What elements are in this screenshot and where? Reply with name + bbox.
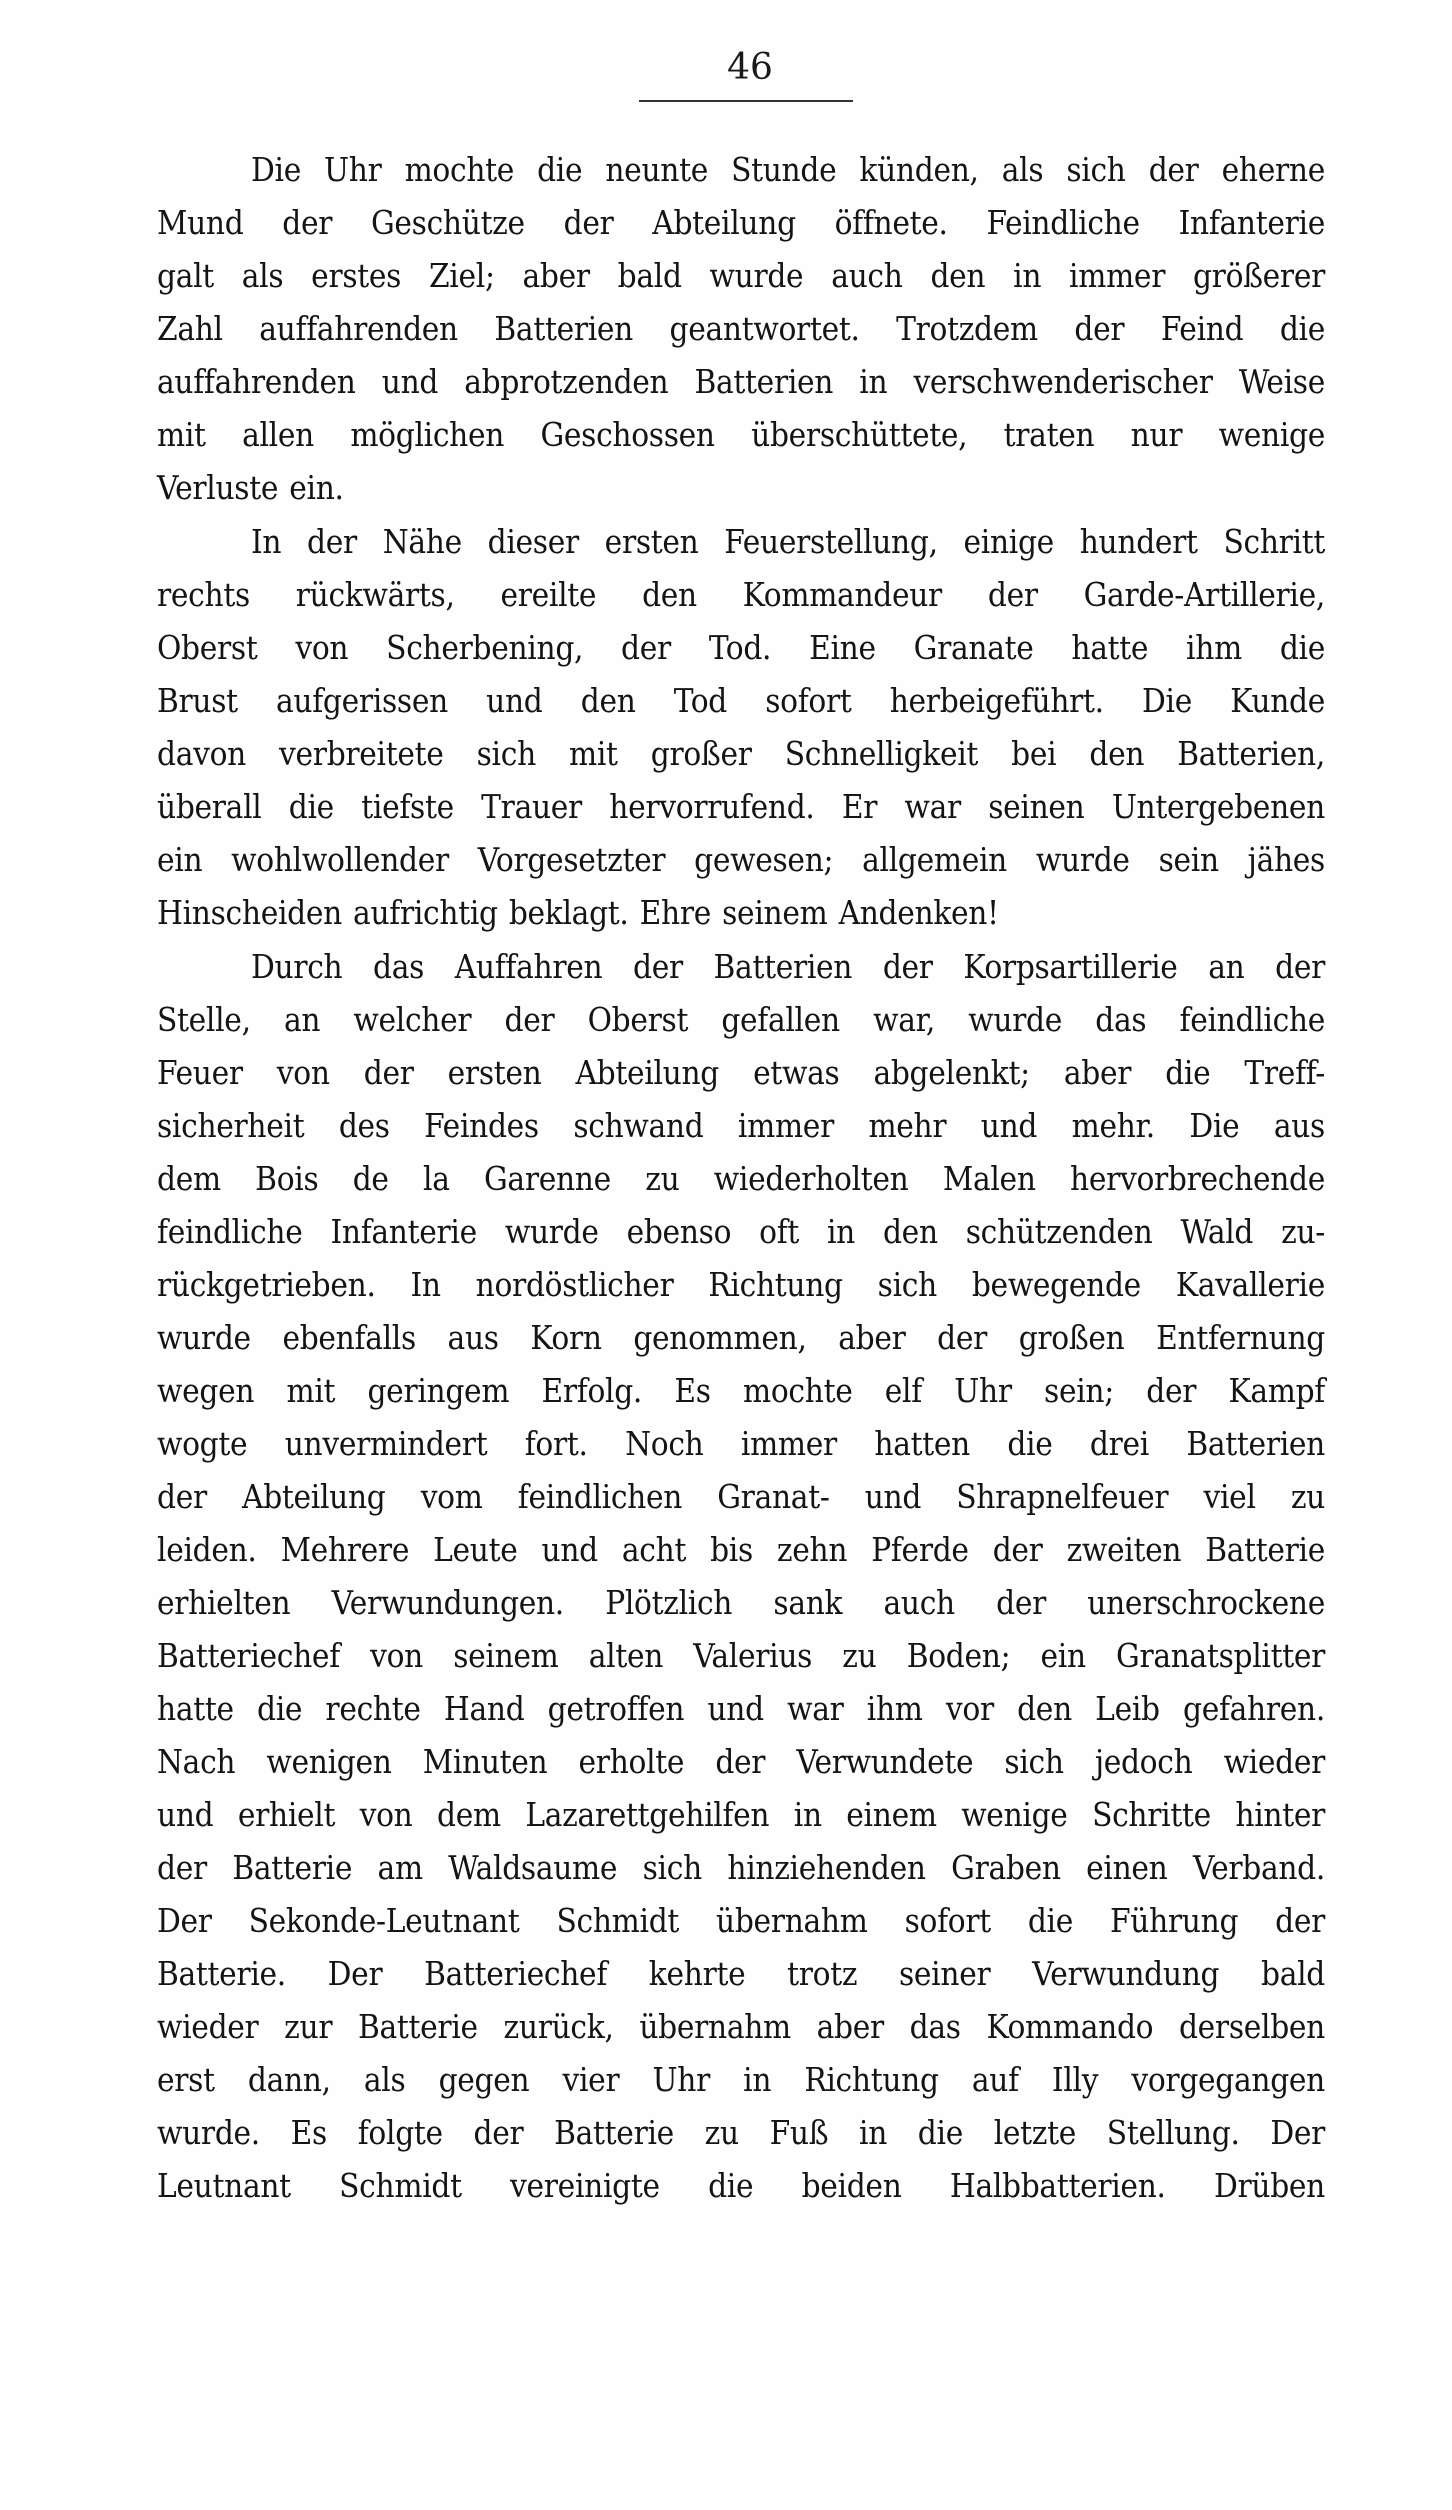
text-line: davon verbreitete sich mit großer Schnelligkeit bei den Batterien,: [157, 734, 1325, 773]
text-line: Verluste ein.: [157, 468, 344, 507]
text-line: wegen mit geringem Erfolg. Es mochte elf Uhr sein; der Kampf: [157, 1371, 1325, 1410]
text-line: Batterie. Der Batteriechef kehrte trotz seiner Verwundung bald: [157, 1954, 1325, 1993]
text-line: Batteriechef von seinem alten Valerius zu Boden; ein Granatsplitter: [157, 1636, 1325, 1675]
text-line: wurde ebenfalls aus Korn genommen, aber der großen Entfernung: [157, 1318, 1325, 1357]
text-line: rechts rückwärts, ereilte den Kommandeur der Garde-Artillerie,: [157, 575, 1325, 614]
text-line: rückgetrieben. In nordöstlicher Richtung sich bewegende Kavallerie: [157, 1265, 1325, 1304]
text-line: ein wohlwollender Vorgesetzter gewesen; allgemein wurde sein jähes: [157, 840, 1325, 879]
text-line: Feuer von der ersten Abteilung etwas abgelenkt; aber die Treff-: [157, 1053, 1325, 1092]
text-line: sicherheit des Feindes schwand immer mehr und mehr. Die aus: [157, 1106, 1325, 1145]
text-line: dem Bois de la Garenne zu wiederholten Malen hervorbrechende: [157, 1159, 1325, 1198]
text-line: mit allen möglichen Geschossen überschüttete, traten nur wenige: [157, 415, 1325, 454]
text-line: Nach wenigen Minuten erholte der Verwundete sich jedoch wieder: [157, 1742, 1325, 1781]
text-line: erst dann, als gegen vier Uhr in Richtung auf Illy vorgegangen: [157, 2060, 1325, 2099]
text-line: überall die tiefste Trauer hervorrufend. Er war seinen Untergebenen: [157, 787, 1325, 826]
text-line: Durch das Auffahren der Batterien der Korpsartillerie an der: [251, 947, 1325, 986]
text-line: Stelle, an welcher der Oberst gefallen war, wurde das feindliche: [157, 1000, 1325, 1039]
text-line: Die Uhr mochte die neunte Stunde künden, als sich der eherne: [251, 150, 1325, 189]
text-line: Der Sekonde-Leutnant Schmidt übernahm sofort die Führung der: [157, 1901, 1325, 1940]
text-line: wurde. Es folgte der Batterie zu Fuß in die letzte Stellung. Der: [157, 2113, 1325, 2152]
header-rule: [639, 100, 853, 102]
text-line: erhielten Verwundungen. Plötzlich sank auch der unerschrockene: [157, 1583, 1325, 1622]
text-line: der Batterie am Waldsaume sich hinziehenden Graben einen Verband.: [157, 1848, 1325, 1887]
text-line: Mund der Geschütze der Abteilung öffnete. Feindliche Infanterie: [157, 203, 1325, 242]
text-line: auffahrenden und abprotzenden Batterien in verschwenderischer Weise: [157, 362, 1325, 401]
text-line: Brust aufgerissen und den Tod sofort herbeigeführt. Die Kunde: [157, 681, 1325, 720]
text-line: und erhielt von dem Lazarettgehilfen in einem wenige Schritte hinter: [157, 1795, 1325, 1834]
text-line: Hinscheiden aufrichtig beklagt. Ehre seinem Andenken!: [157, 893, 999, 932]
text-line: Leutnant Schmidt vereinigte die beiden Halbbatterien. Drüben: [157, 2166, 1325, 2205]
text-line: feindliche Infanterie wurde ebenso oft in den schützenden Wald zu-: [157, 1212, 1325, 1251]
text-line: Zahl auffahrenden Batterien geantwortet. Trotzdem der Feind die: [157, 309, 1325, 348]
text-line: hatte die rechte Hand getroffen und war ihm vor den Leib gefahren.: [157, 1689, 1325, 1728]
text-line: Oberst von Scherbening, der Tod. Eine Granate hatte ihm die: [157, 628, 1325, 667]
text-line: galt als erstes Ziel; aber bald wurde auch den in immer größerer: [157, 256, 1325, 295]
text-line: wogte unvermindert fort. Noch immer hatten die drei Batterien: [157, 1424, 1325, 1463]
text-line: der Abteilung vom feindlichen Granat- und Shrapnelfeuer viel zu: [157, 1477, 1325, 1516]
text-line: leiden. Mehrere Leute und acht bis zehn Pferde der zweiten Batterie: [157, 1530, 1325, 1569]
page-number: 46: [727, 47, 773, 88]
text-line: In der Nähe dieser ersten Feuerstellung, einige hundert Schritt: [251, 522, 1325, 561]
text-line: wieder zur Batterie zurück, übernahm aber das Kommando derselben: [157, 2007, 1325, 2046]
